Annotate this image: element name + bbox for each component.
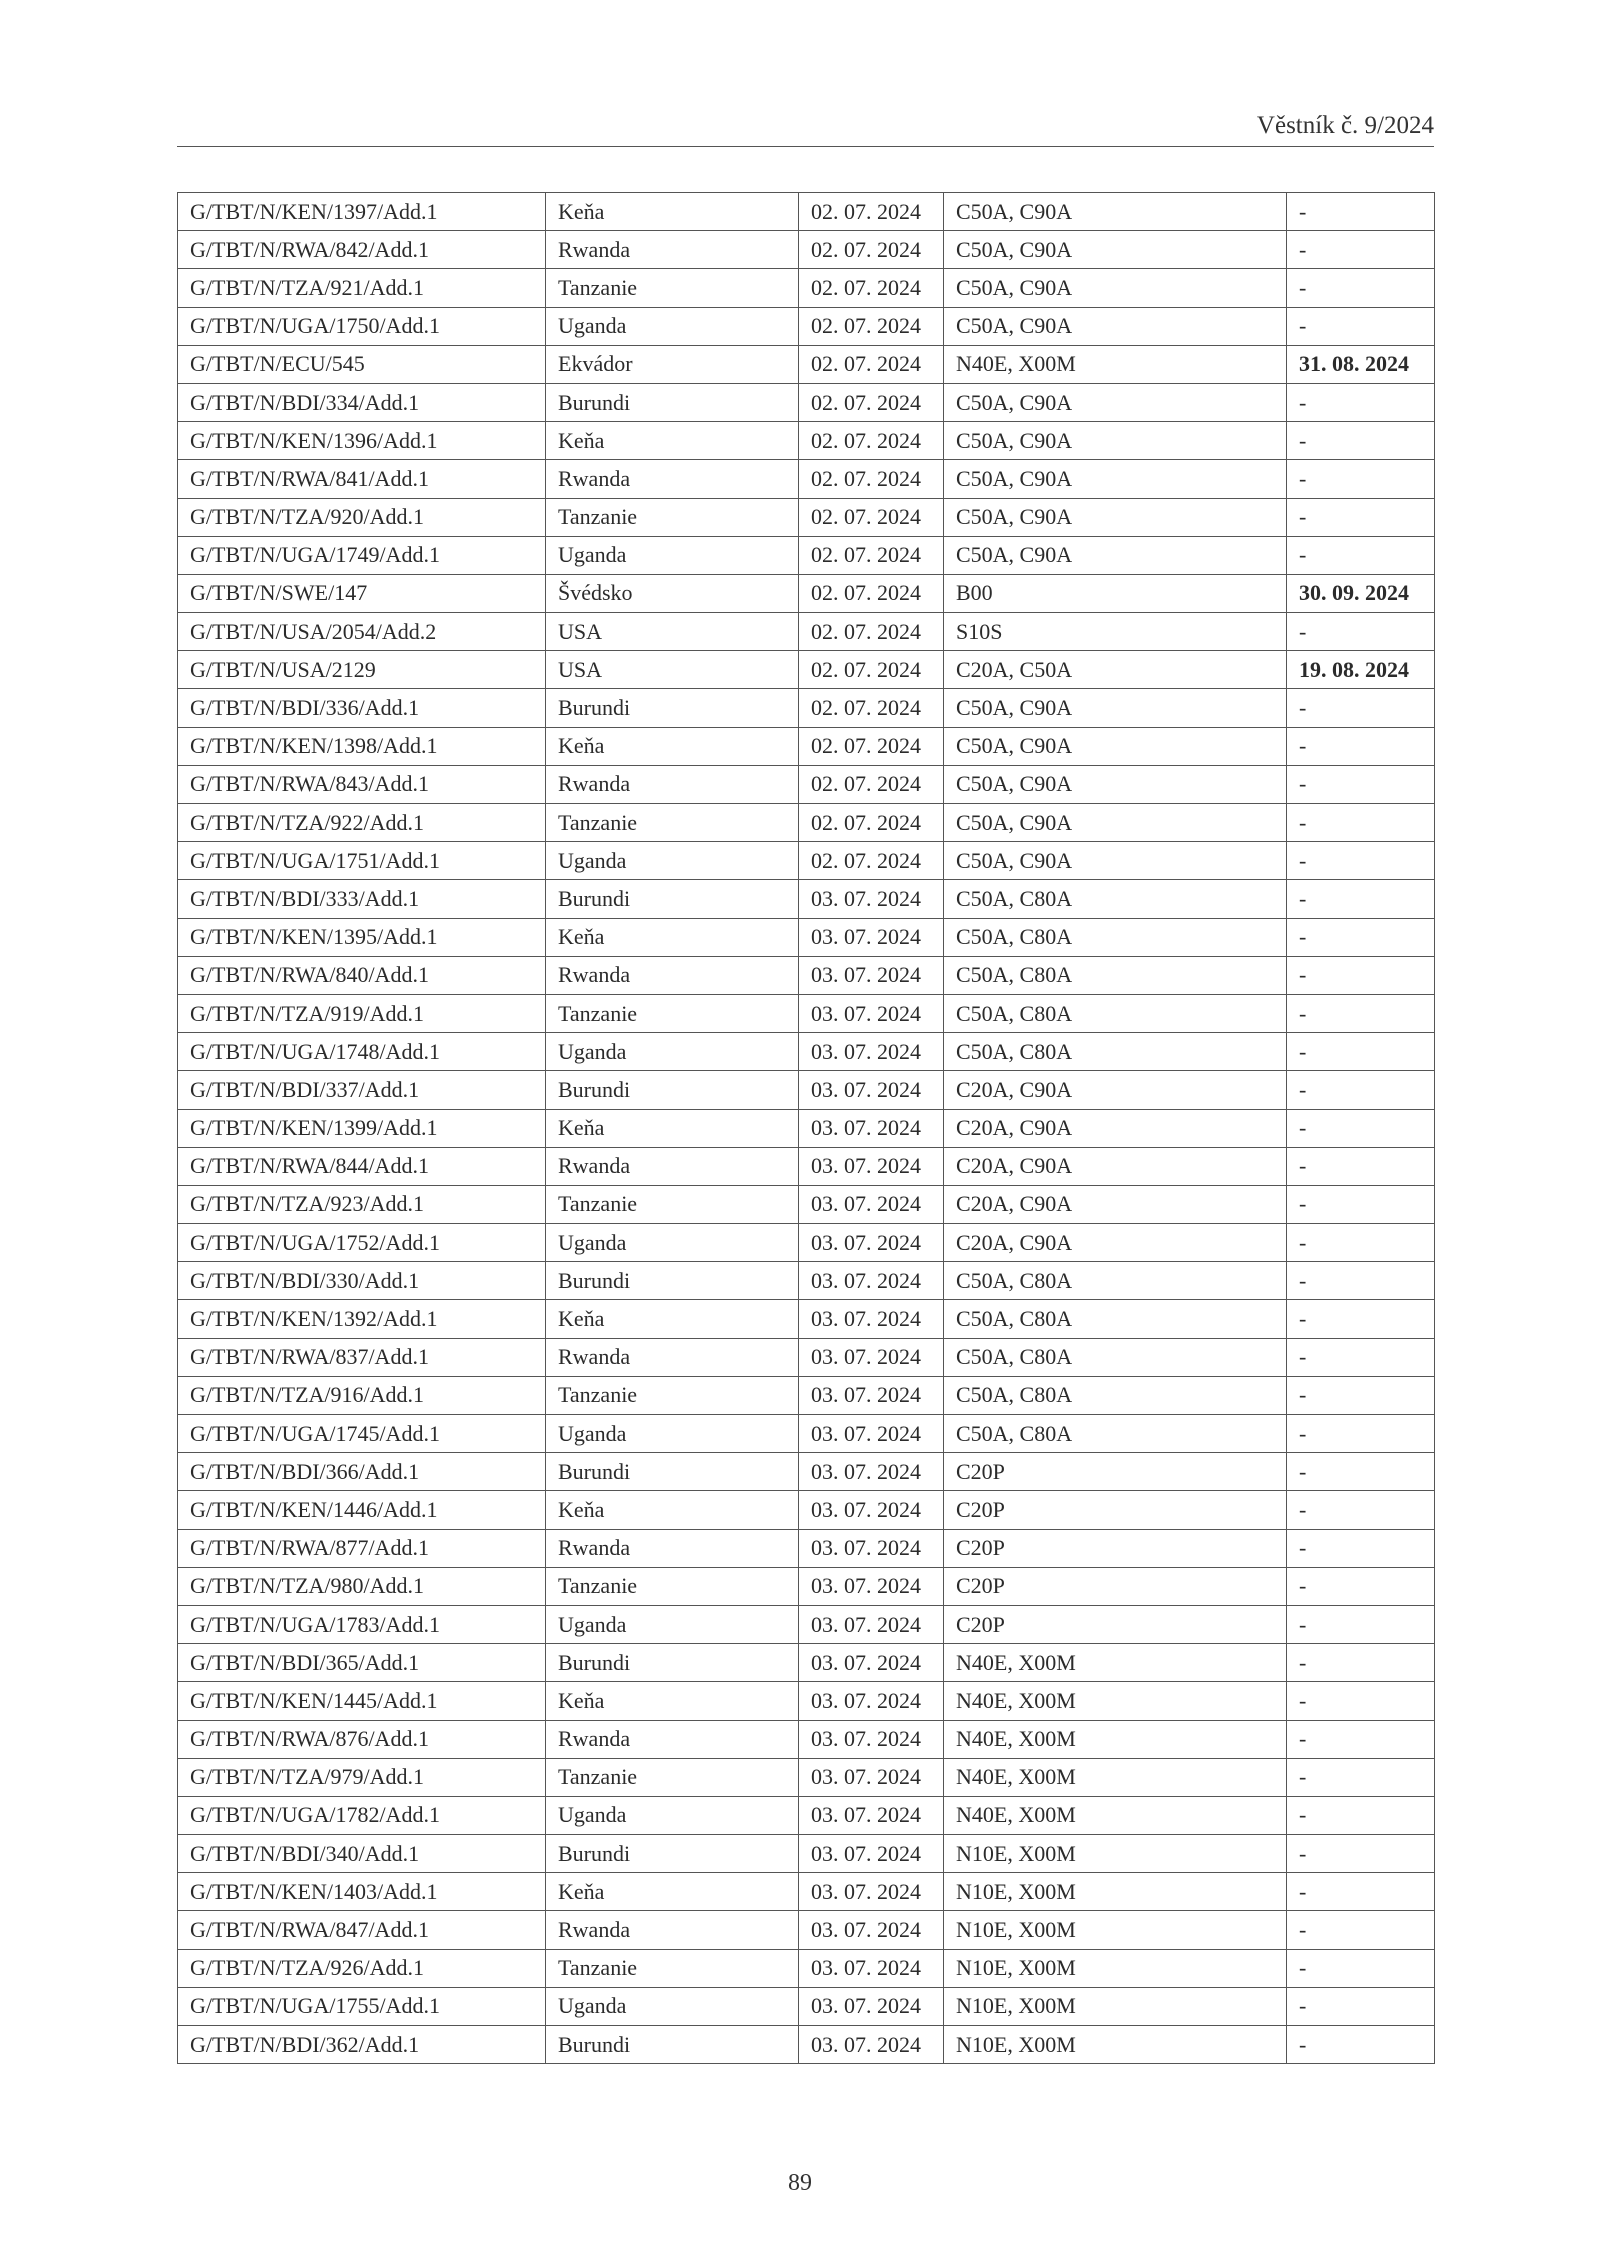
date-cell: 02. 07. 2024	[799, 345, 944, 383]
table-row	[178, 422, 1435, 460]
deadline-cell: -	[1287, 956, 1435, 994]
notification-id-cell: G/TBT/N/RWA/877/Add.1	[178, 1529, 546, 1567]
deadline-cell: -	[1287, 1071, 1435, 1109]
deadline-cell: -	[1287, 1224, 1435, 1262]
country-cell: Tanzanie	[546, 1185, 799, 1223]
table-row	[178, 1147, 1435, 1185]
country-cell: Tanzanie	[546, 994, 799, 1032]
deadline-cell: -	[1287, 1376, 1435, 1414]
date-cell: 03. 07. 2024	[799, 1911, 944, 1949]
code-cell: N40E, X00M	[944, 1644, 1287, 1682]
table-row	[178, 727, 1435, 765]
country-cell: Burundi	[546, 1835, 799, 1873]
notification-id-cell: G/TBT/N/TZA/921/Add.1	[178, 269, 546, 307]
date-cell: 03. 07. 2024	[799, 1224, 944, 1262]
code-cell: N10E, X00M	[944, 1987, 1287, 2025]
country-cell: USA	[546, 613, 799, 651]
deadline-cell: -	[1287, 1987, 1435, 2025]
notification-id-cell: G/TBT/N/BDI/366/Add.1	[178, 1453, 546, 1491]
notification-id-cell: G/TBT/N/TZA/919/Add.1	[178, 994, 546, 1032]
notification-id-cell: G/TBT/N/RWA/841/Add.1	[178, 460, 546, 498]
code-cell: N40E, X00M	[944, 1720, 1287, 1758]
date-cell: 02. 07. 2024	[799, 383, 944, 421]
notification-id-cell: G/TBT/N/KEN/1445/Add.1	[178, 1682, 546, 1720]
deadline-cell: -	[1287, 765, 1435, 803]
notification-id-cell: G/TBT/N/SWE/147	[178, 574, 546, 612]
code-cell: C50A, C90A	[944, 536, 1287, 574]
code-cell: C50A, C80A	[944, 956, 1287, 994]
code-cell: N10E, X00M	[944, 1911, 1287, 1949]
date-cell: 03. 07. 2024	[799, 1987, 944, 2025]
country-cell: Uganda	[546, 1224, 799, 1262]
deadline-cell: -	[1287, 1033, 1435, 1071]
country-cell: Tanzanie	[546, 269, 799, 307]
notification-id-cell: G/TBT/N/RWA/847/Add.1	[178, 1911, 546, 1949]
code-cell: C50A, C80A	[944, 918, 1287, 956]
deadline-cell: -	[1287, 1758, 1435, 1796]
code-cell: C50A, C90A	[944, 804, 1287, 842]
date-cell: 03. 07. 2024	[799, 1835, 944, 1873]
code-cell: C50A, C90A	[944, 269, 1287, 307]
date-cell: 03. 07. 2024	[799, 918, 944, 956]
code-cell: N40E, X00M	[944, 1758, 1287, 1796]
table-row	[178, 1720, 1435, 1758]
country-cell: Keňa	[546, 1109, 799, 1147]
notification-id-cell: G/TBT/N/BDI/337/Add.1	[178, 1071, 546, 1109]
notification-id-cell: G/TBT/N/USA/2129	[178, 651, 546, 689]
country-cell: Uganda	[546, 1605, 799, 1643]
table-row	[178, 918, 1435, 956]
code-cell: C20A, C90A	[944, 1109, 1287, 1147]
table-row	[178, 1987, 1435, 2025]
notification-id-cell: G/TBT/N/KEN/1392/Add.1	[178, 1300, 546, 1338]
table-row	[178, 880, 1435, 918]
table-row	[178, 1605, 1435, 1643]
code-cell: C20P	[944, 1453, 1287, 1491]
date-cell: 03. 07. 2024	[799, 1949, 944, 1987]
deadline-cell: -	[1287, 2026, 1435, 2064]
code-cell: C50A, C90A	[944, 193, 1287, 231]
notification-id-cell: G/TBT/N/BDI/340/Add.1	[178, 1835, 546, 1873]
notification-id-cell: G/TBT/N/USA/2054/Add.2	[178, 613, 546, 651]
country-cell: Rwanda	[546, 1338, 799, 1376]
table-row	[178, 1529, 1435, 1567]
table-row	[178, 1453, 1435, 1491]
table-row	[178, 193, 1435, 231]
country-cell: USA	[546, 651, 799, 689]
country-cell: Burundi	[546, 880, 799, 918]
code-cell: C50A, C90A	[944, 689, 1287, 727]
deadline-cell: -	[1287, 842, 1435, 880]
deadline-cell: -	[1287, 1262, 1435, 1300]
code-cell: C50A, C80A	[944, 1033, 1287, 1071]
table-row	[178, 651, 1435, 689]
code-cell: C50A, C80A	[944, 1415, 1287, 1453]
country-cell: Tanzanie	[546, 498, 799, 536]
country-cell: Keňa	[546, 1491, 799, 1529]
country-cell: Ekvádor	[546, 345, 799, 383]
country-cell: Uganda	[546, 1987, 799, 2025]
date-cell: 03. 07. 2024	[799, 1376, 944, 1414]
date-cell: 03. 07. 2024	[799, 2026, 944, 2064]
date-cell: 02. 07. 2024	[799, 574, 944, 612]
date-cell: 02. 07. 2024	[799, 613, 944, 651]
table-row	[178, 231, 1435, 269]
table-row	[178, 1300, 1435, 1338]
date-cell: 03. 07. 2024	[799, 880, 944, 918]
date-cell: 03. 07. 2024	[799, 1605, 944, 1643]
notification-id-cell: G/TBT/N/RWA/844/Add.1	[178, 1147, 546, 1185]
notification-id-cell: G/TBT/N/ECU/545	[178, 345, 546, 383]
deadline-cell: -	[1287, 918, 1435, 956]
deadline-cell: -	[1287, 307, 1435, 345]
notification-id-cell: G/TBT/N/BDI/334/Add.1	[178, 383, 546, 421]
date-cell: 02. 07. 2024	[799, 842, 944, 880]
deadline-cell: -	[1287, 613, 1435, 651]
date-cell: 03. 07. 2024	[799, 1529, 944, 1567]
table-row	[178, 1758, 1435, 1796]
country-cell: Tanzanie	[546, 1567, 799, 1605]
code-cell: C50A, C90A	[944, 498, 1287, 536]
country-cell: Keňa	[546, 1873, 799, 1911]
date-cell: 03. 07. 2024	[799, 1071, 944, 1109]
code-cell: C20P	[944, 1605, 1287, 1643]
date-cell: 03. 07. 2024	[799, 1491, 944, 1529]
date-cell: 02. 07. 2024	[799, 193, 944, 231]
table-row	[178, 1109, 1435, 1147]
date-cell: 02. 07. 2024	[799, 804, 944, 842]
header-rule	[177, 146, 1434, 147]
notification-id-cell: G/TBT/N/KEN/1398/Add.1	[178, 727, 546, 765]
deadline-cell: -	[1287, 804, 1435, 842]
date-cell: 02. 07. 2024	[799, 231, 944, 269]
notification-id-cell: G/TBT/N/TZA/980/Add.1	[178, 1567, 546, 1605]
deadline-cell: 30. 09. 2024	[1287, 574, 1435, 612]
table-row	[178, 460, 1435, 498]
deadline-cell: -	[1287, 460, 1435, 498]
table-row	[178, 269, 1435, 307]
notification-id-cell: G/TBT/N/TZA/922/Add.1	[178, 804, 546, 842]
date-cell: 03. 07. 2024	[799, 1185, 944, 1223]
notification-id-cell: G/TBT/N/BDI/362/Add.1	[178, 2026, 546, 2064]
deadline-cell: -	[1287, 1873, 1435, 1911]
code-cell: C20P	[944, 1529, 1287, 1567]
notification-id-cell: G/TBT/N/UGA/1745/Add.1	[178, 1415, 546, 1453]
deadline-cell: 19. 08. 2024	[1287, 651, 1435, 689]
country-cell: Keňa	[546, 193, 799, 231]
country-cell: Uganda	[546, 1415, 799, 1453]
table-row	[178, 1911, 1435, 1949]
code-cell: C20P	[944, 1491, 1287, 1529]
country-cell: Keňa	[546, 1682, 799, 1720]
table-row	[178, 613, 1435, 651]
deadline-cell: -	[1287, 269, 1435, 307]
table-row	[178, 1873, 1435, 1911]
notification-id-cell: G/TBT/N/UGA/1751/Add.1	[178, 842, 546, 880]
deadline-cell: -	[1287, 1109, 1435, 1147]
country-cell: Keňa	[546, 422, 799, 460]
notification-id-cell: G/TBT/N/RWA/840/Add.1	[178, 956, 546, 994]
notification-id-cell: G/TBT/N/RWA/837/Add.1	[178, 1338, 546, 1376]
notification-id-cell: G/TBT/N/KEN/1446/Add.1	[178, 1491, 546, 1529]
date-cell: 03. 07. 2024	[799, 1682, 944, 1720]
table-row	[178, 2026, 1435, 2064]
country-cell: Uganda	[546, 842, 799, 880]
table-row	[178, 804, 1435, 842]
date-cell: 03. 07. 2024	[799, 1033, 944, 1071]
date-cell: 03. 07. 2024	[799, 1415, 944, 1453]
country-cell: Tanzanie	[546, 1949, 799, 1987]
date-cell: 03. 07. 2024	[799, 1147, 944, 1185]
table-row	[178, 574, 1435, 612]
country-cell: Burundi	[546, 1071, 799, 1109]
date-cell: 02. 07. 2024	[799, 536, 944, 574]
country-cell: Uganda	[546, 1796, 799, 1834]
date-cell: 03. 07. 2024	[799, 994, 944, 1032]
table-row	[178, 345, 1435, 383]
notification-id-cell: G/TBT/N/TZA/923/Add.1	[178, 1185, 546, 1223]
country-cell: Rwanda	[546, 765, 799, 803]
code-cell: C50A, C80A	[944, 1376, 1287, 1414]
notification-id-cell: G/TBT/N/TZA/916/Add.1	[178, 1376, 546, 1414]
country-cell: Burundi	[546, 2026, 799, 2064]
country-cell: Uganda	[546, 307, 799, 345]
code-cell: C50A, C80A	[944, 880, 1287, 918]
country-cell: Rwanda	[546, 1720, 799, 1758]
deadline-cell: -	[1287, 689, 1435, 727]
deadline-cell: -	[1287, 1300, 1435, 1338]
code-cell: C50A, C90A	[944, 460, 1287, 498]
deadline-cell: -	[1287, 193, 1435, 231]
notification-id-cell: G/TBT/N/KEN/1403/Add.1	[178, 1873, 546, 1911]
country-cell: Keňa	[546, 1300, 799, 1338]
deadline-cell: -	[1287, 1949, 1435, 1987]
country-cell: Burundi	[546, 689, 799, 727]
date-cell: 03. 07. 2024	[799, 1300, 944, 1338]
notification-id-cell: G/TBT/N/UGA/1782/Add.1	[178, 1796, 546, 1834]
notifications-table	[177, 192, 1435, 2064]
date-cell: 03. 07. 2024	[799, 1453, 944, 1491]
table-row	[178, 536, 1435, 574]
code-cell: C50A, C80A	[944, 1300, 1287, 1338]
notification-id-cell: G/TBT/N/BDI/333/Add.1	[178, 880, 546, 918]
deadline-cell: -	[1287, 1185, 1435, 1223]
notification-id-cell: G/TBT/N/RWA/842/Add.1	[178, 231, 546, 269]
table-row	[178, 1796, 1435, 1834]
date-cell: 03. 07. 2024	[799, 1796, 944, 1834]
date-cell: 03. 07. 2024	[799, 1262, 944, 1300]
code-cell: C50A, C90A	[944, 422, 1287, 460]
date-cell: 03. 07. 2024	[799, 1758, 944, 1796]
notification-id-cell: G/TBT/N/KEN/1395/Add.1	[178, 918, 546, 956]
page-header-title: Věstník č. 9/2024	[1256, 112, 1434, 139]
code-cell: C50A, C80A	[944, 1262, 1287, 1300]
date-cell: 02. 07. 2024	[799, 498, 944, 536]
table-row	[178, 1071, 1435, 1109]
code-cell: C50A, C90A	[944, 842, 1287, 880]
date-cell: 02. 07. 2024	[799, 765, 944, 803]
notification-id-cell: G/TBT/N/TZA/926/Add.1	[178, 1949, 546, 1987]
table-row	[178, 1644, 1435, 1682]
deadline-cell: -	[1287, 1529, 1435, 1567]
notification-id-cell: G/TBT/N/KEN/1397/Add.1	[178, 193, 546, 231]
table-row	[178, 1376, 1435, 1414]
table-row	[178, 956, 1435, 994]
country-cell: Rwanda	[546, 1911, 799, 1949]
date-cell: 03. 07. 2024	[799, 1720, 944, 1758]
deadline-cell: -	[1287, 1415, 1435, 1453]
deadline-cell: -	[1287, 383, 1435, 421]
page-number: 89	[788, 2170, 812, 2196]
country-cell: Tanzanie	[546, 1758, 799, 1796]
table-row	[178, 307, 1435, 345]
country-cell: Uganda	[546, 1033, 799, 1071]
table-row	[178, 1033, 1435, 1071]
country-cell: Tanzanie	[546, 1376, 799, 1414]
deadline-cell: -	[1287, 1491, 1435, 1529]
notification-id-cell: G/TBT/N/UGA/1749/Add.1	[178, 536, 546, 574]
code-cell: C50A, C80A	[944, 1338, 1287, 1376]
code-cell: C50A, C90A	[944, 383, 1287, 421]
country-cell: Keňa	[546, 727, 799, 765]
notification-id-cell: G/TBT/N/KEN/1399/Add.1	[178, 1109, 546, 1147]
code-cell: N40E, X00M	[944, 345, 1287, 383]
code-cell: N40E, X00M	[944, 1796, 1287, 1834]
country-cell: Rwanda	[546, 460, 799, 498]
code-cell: C20A, C90A	[944, 1147, 1287, 1185]
country-cell: Rwanda	[546, 1147, 799, 1185]
code-cell: N40E, X00M	[944, 1682, 1287, 1720]
country-cell: Tanzanie	[546, 804, 799, 842]
date-cell: 03. 07. 2024	[799, 1109, 944, 1147]
date-cell: 03. 07. 2024	[799, 956, 944, 994]
code-cell: C20P	[944, 1567, 1287, 1605]
country-cell: Rwanda	[546, 956, 799, 994]
notification-id-cell: G/TBT/N/TZA/920/Add.1	[178, 498, 546, 536]
notification-id-cell: G/TBT/N/TZA/979/Add.1	[178, 1758, 546, 1796]
table-row	[178, 1262, 1435, 1300]
deadline-cell: -	[1287, 1682, 1435, 1720]
deadline-cell: -	[1287, 1835, 1435, 1873]
code-cell: C20A, C90A	[944, 1185, 1287, 1223]
date-cell: 02. 07. 2024	[799, 651, 944, 689]
code-cell: C50A, C80A	[944, 994, 1287, 1032]
country-cell: Burundi	[546, 383, 799, 421]
deadline-cell: -	[1287, 1911, 1435, 1949]
deadline-cell: -	[1287, 1796, 1435, 1834]
date-cell: 02. 07. 2024	[799, 422, 944, 460]
deadline-cell: -	[1287, 1605, 1435, 1643]
deadline-cell: -	[1287, 1567, 1435, 1605]
table-row	[178, 383, 1435, 421]
table-row	[178, 1338, 1435, 1376]
country-cell: Švédsko	[546, 574, 799, 612]
code-cell: C50A, C90A	[944, 765, 1287, 803]
deadline-cell: -	[1287, 994, 1435, 1032]
deadline-cell: -	[1287, 498, 1435, 536]
deadline-cell: -	[1287, 1644, 1435, 1682]
deadline-cell: -	[1287, 727, 1435, 765]
date-cell: 03. 07. 2024	[799, 1567, 944, 1605]
country-cell: Rwanda	[546, 231, 799, 269]
table-row	[178, 842, 1435, 880]
notification-id-cell: G/TBT/N/KEN/1396/Add.1	[178, 422, 546, 460]
code-cell: C50A, C90A	[944, 727, 1287, 765]
notification-id-cell: G/TBT/N/BDI/365/Add.1	[178, 1644, 546, 1682]
notification-id-cell: G/TBT/N/UGA/1748/Add.1	[178, 1033, 546, 1071]
table-row	[178, 498, 1435, 536]
table-row	[178, 1224, 1435, 1262]
code-cell: C50A, C90A	[944, 307, 1287, 345]
country-cell: Rwanda	[546, 1529, 799, 1567]
date-cell: 02. 07. 2024	[799, 689, 944, 727]
code-cell: N10E, X00M	[944, 1949, 1287, 1987]
deadline-cell: -	[1287, 1453, 1435, 1491]
country-cell: Burundi	[546, 1453, 799, 1491]
notification-id-cell: G/TBT/N/UGA/1783/Add.1	[178, 1605, 546, 1643]
deadline-cell: -	[1287, 231, 1435, 269]
deadline-cell: -	[1287, 1338, 1435, 1376]
table-row	[178, 1835, 1435, 1873]
deadline-cell: -	[1287, 1720, 1435, 1758]
code-cell: N10E, X00M	[944, 2026, 1287, 2064]
date-cell: 02. 07. 2024	[799, 307, 944, 345]
code-cell: C20A, C90A	[944, 1071, 1287, 1109]
code-cell: N10E, X00M	[944, 1835, 1287, 1873]
table-row	[178, 994, 1435, 1032]
code-cell: S10S	[944, 613, 1287, 651]
code-cell: C20A, C90A	[944, 1224, 1287, 1262]
deadline-cell: -	[1287, 880, 1435, 918]
table-row	[178, 1185, 1435, 1223]
notification-id-cell: G/TBT/N/BDI/330/Add.1	[178, 1262, 546, 1300]
code-cell: C50A, C90A	[944, 231, 1287, 269]
notification-id-cell: G/TBT/N/BDI/336/Add.1	[178, 689, 546, 727]
table-row	[178, 765, 1435, 803]
date-cell: 02. 07. 2024	[799, 460, 944, 498]
country-cell: Keňa	[546, 918, 799, 956]
country-cell: Uganda	[546, 536, 799, 574]
date-cell: 03. 07. 2024	[799, 1644, 944, 1682]
deadline-cell: 31. 08. 2024	[1287, 345, 1435, 383]
notification-id-cell: G/TBT/N/UGA/1750/Add.1	[178, 307, 546, 345]
table-row	[178, 1949, 1435, 1987]
date-cell: 03. 07. 2024	[799, 1873, 944, 1911]
table-row	[178, 1567, 1435, 1605]
deadline-cell: -	[1287, 536, 1435, 574]
notification-id-cell: G/TBT/N/RWA/843/Add.1	[178, 765, 546, 803]
code-cell: N10E, X00M	[944, 1873, 1287, 1911]
table-row	[178, 689, 1435, 727]
table-row	[178, 1415, 1435, 1453]
country-cell: Burundi	[546, 1262, 799, 1300]
notification-id-cell: G/TBT/N/UGA/1752/Add.1	[178, 1224, 546, 1262]
deadline-cell: -	[1287, 422, 1435, 460]
country-cell: Burundi	[546, 1644, 799, 1682]
date-cell: 02. 07. 2024	[799, 727, 944, 765]
date-cell: 03. 07. 2024	[799, 1338, 944, 1376]
notification-id-cell: G/TBT/N/RWA/876/Add.1	[178, 1720, 546, 1758]
table-row	[178, 1491, 1435, 1529]
table-row	[178, 1682, 1435, 1720]
code-cell: B00	[944, 574, 1287, 612]
code-cell: C20A, C50A	[944, 651, 1287, 689]
notifications-table-body	[178, 193, 1435, 2064]
date-cell: 02. 07. 2024	[799, 269, 944, 307]
notification-id-cell: G/TBT/N/UGA/1755/Add.1	[178, 1987, 546, 2025]
deadline-cell: -	[1287, 1147, 1435, 1185]
